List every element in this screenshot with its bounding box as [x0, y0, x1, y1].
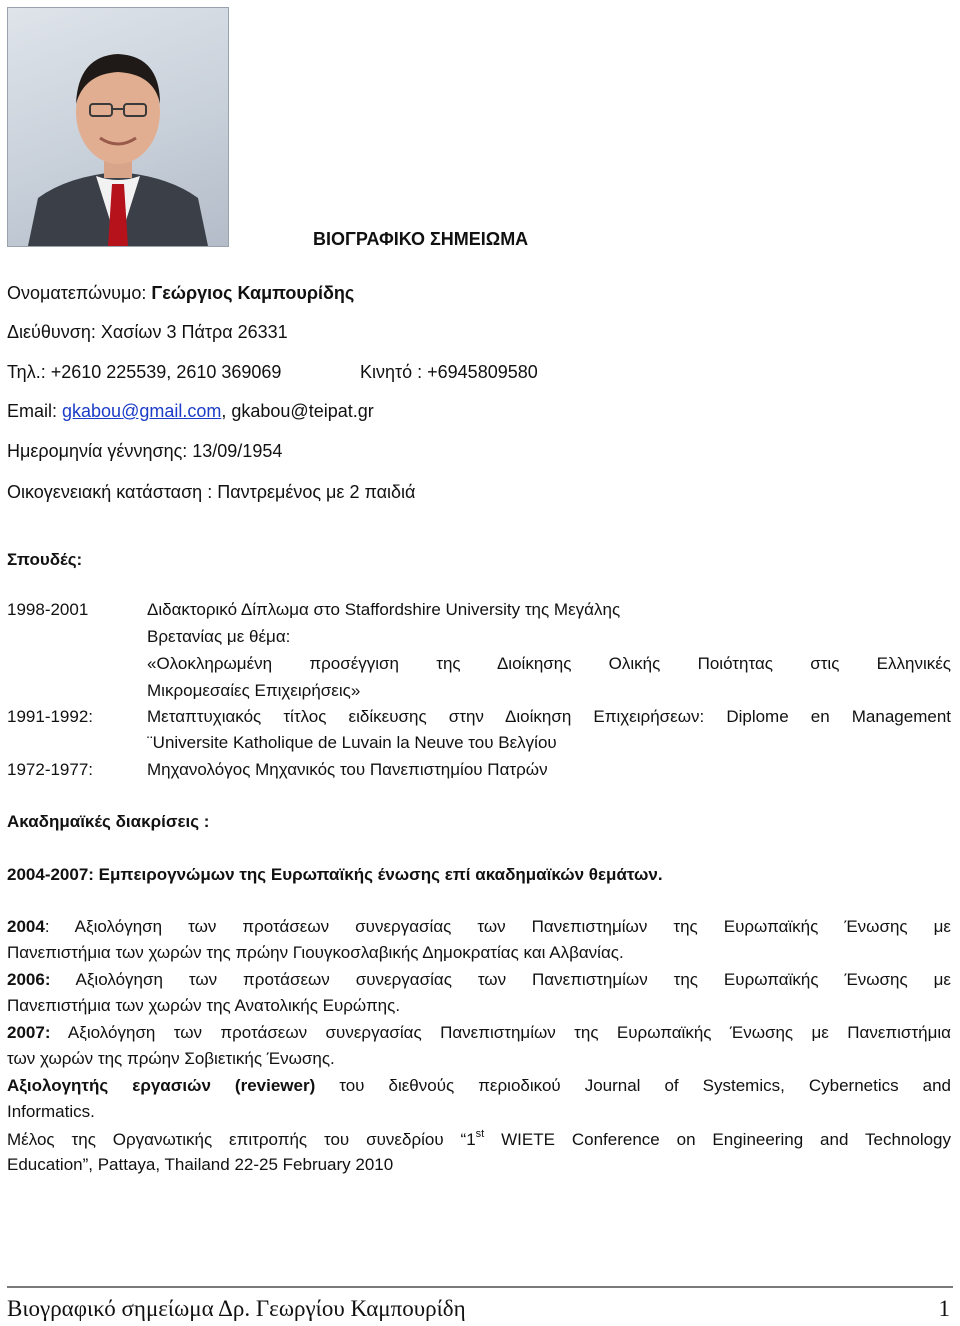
page-number: 1: [938, 1296, 950, 1321]
address-line: Διεύθυνση: Χασίων 3 Πάτρα 26331: [7, 322, 288, 342]
email-line: [7, 401, 374, 422]
reviewer-line1: [7, 1076, 951, 1096]
p2004-year: 2004: [7, 917, 45, 936]
document-title: ΒΙΟΓΡΑΦΙΚΟ ΣΗΜΕΙΩΜΑ: [313, 229, 529, 249]
p2007-text: Αξιολόγηση των προτάσεων συνεργασίας Πανεπιστημίων της Ευρωπαϊκής Ένωσης με Πανεπιστήμια: [50, 1023, 951, 1042]
study-years-1: 1998-2001: [7, 600, 89, 619]
p2006-line1: [7, 970, 951, 990]
committee-line1: [7, 1128, 951, 1150]
email-link-primary[interactable]: gkabou@gmail.com: [62, 401, 222, 421]
email-secondary: , gkabou@teipat.gr: [221, 401, 374, 421]
study-line: Μικρομεσαίες Επιχειρήσεις»: [147, 681, 361, 700]
committee-text-a: Μέλος της Οργανωτικής επιτροπής του συνεδρίου “1: [7, 1130, 476, 1149]
study-line: Μεταπτυχιακός τίτλος ειδίκευσης στην Διοίκηση Επιχειρήσεων: Diplome en Management: [147, 707, 951, 726]
reviewer-text: του διεθνούς περιοδικού Journal of Systemics, Cybernetics and: [315, 1076, 951, 1095]
p2004-line1: [7, 917, 951, 937]
footer-divider: [7, 1286, 953, 1288]
mobile-line: Κινητό : +6945809580: [360, 362, 538, 382]
name-value: Γεώργιος Καμπουρίδης: [151, 283, 355, 303]
study-years-2: 1991-1992:: [7, 707, 94, 726]
study-line: Μηχανολόγος Μηχανικός του Πανεπιστημίου Πατρών: [147, 760, 548, 779]
phone-line: Τηλ.: +2610 225539, 2610 369069: [7, 362, 282, 382]
study-line: «Ολοκληρωμένη προσέγγιση της Διοίκησης Ολικής Ποιότητας στις Ελληνικές: [147, 654, 951, 673]
email-label: Email:: [7, 401, 63, 421]
name-label: Ονοματεπώνυμο:: [7, 283, 152, 303]
study-line: Διδακτορικό Δίπλωμα στο Staffordshire University της Μεγάλης: [147, 600, 621, 619]
reviewer-bold: Αξιολογητής εργασιών (reviewer): [7, 1076, 316, 1095]
profile-photo: [7, 7, 229, 247]
birth-date-line: Ημερομηνία γέννησης: 13/09/1954: [7, 441, 283, 461]
distinctions-heading: Ακαδημαϊκές διακρίσεις :: [7, 812, 210, 831]
p2007-year: 2007:: [7, 1023, 51, 1042]
p2007-line1: [7, 1023, 951, 1043]
committee-text-b: WIETE Conference on Engineering and Technology: [484, 1130, 951, 1149]
p2006-year: 2006:: [7, 970, 51, 989]
name-line: [7, 283, 354, 304]
p2004-line2: Πανεπιστήμια των χωρών της πρώην Γιουγκοσλαβικής Δημοκρατίας και Αλβανίας.: [7, 943, 624, 962]
footer-text: Βιογραφικό σημείωμα Δρ. Γεωργίου Καμπουρίδη: [7, 1296, 466, 1321]
committee-sup: st: [475, 1128, 485, 1140]
committee-line2: Education”, Pattaya, Thailand 22-25 February 2010: [7, 1155, 394, 1174]
studies-heading: Σπουδές:: [7, 550, 83, 569]
study-years-3: 1972-1977:: [7, 760, 94, 779]
p2006-line2: Πανεπιστήμια των χωρών της Ανατολικής Ευρώπης.: [7, 996, 401, 1015]
study-line: Βρετανίας με θέμα:: [147, 627, 291, 646]
expert-line: 2004-2007: Εμπειρογνώμων της Ευρωπαϊκής ένωσης επί ακαδημαϊκών θεμάτων.: [7, 865, 663, 884]
p2004-text: : Αξιολόγηση των προτάσεων συνεργασίας των Πανεπιστημίων της Ευρωπαϊκής Ένωσης με: [44, 917, 951, 936]
family-status-line: Οικογενειακή κατάσταση : Παντρεμένος με 2 παιδιά: [7, 482, 416, 502]
p2006-text: Αξιολόγηση των προτάσεων συνεργασίας των Πανεπιστημίων της Ευρωπαϊκής Ένωσης με: [50, 970, 951, 989]
p2007-line2: των χωρών της πρώην Σοβιετικής Ένωσης.: [7, 1049, 335, 1068]
portrait-illustration: [8, 8, 228, 246]
study-line: ¨Universite Katholique de Luvain la Neuve του Βελγίου: [147, 733, 557, 752]
reviewer-line2: Informatics.: [7, 1102, 95, 1121]
